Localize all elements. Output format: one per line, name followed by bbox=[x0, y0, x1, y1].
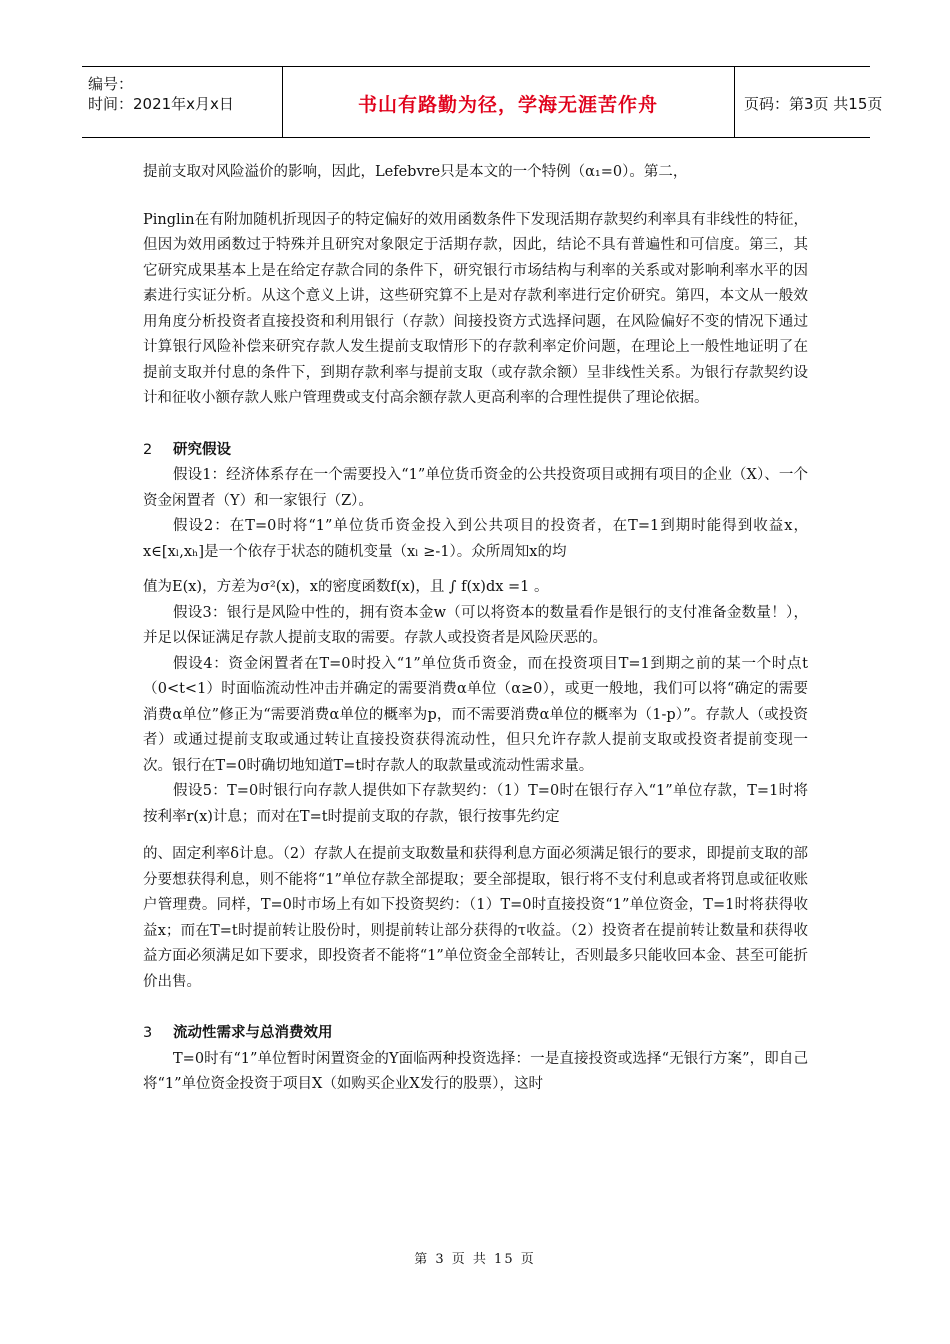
document-body bbox=[143, 160, 808, 1098]
date-label: 时间：2021年x月x日 bbox=[88, 95, 234, 113]
assumption-5-continued: 的、固定利率δ计息。（2）存款人在提前支取数量和获得利息方面必须满足银行的要求，即提前支取的部分要想获得利息，则不能将“1”单位存款全部提取；要全部提取，银行将不支付利息或者将罚息或征收账户管理费。同样，T=0时市场上有如下投资契约：（1）T=0时直接投资“1”单位资金，T=1时将获得收益x；而在T=t时提前转让股份时，则提前转让部分获得的τ收益。（2）投资者在提前转让数量和获得收益方面必须满足如下要求，即投资者不能将“1”单位资金全部转让，否则最多只能收回本金、甚至可能折价出售。 bbox=[143, 846, 808, 990]
page-header bbox=[82, 66, 883, 138]
section-heading-3 bbox=[143, 1021, 808, 1047]
header-meta-cell bbox=[82, 67, 283, 137]
assumption-3: 假设3：银行是风险中性的，拥有资本金w（可以将资本的数量看作是银行的支付准备金数量！），并足以保证满足存款人提前支取的需要。存款人或投资者是风险厌恶的。 bbox=[143, 604, 808, 646]
section-number: 2 bbox=[143, 441, 153, 458]
section-heading-2 bbox=[143, 438, 808, 464]
header-motto-cell bbox=[282, 67, 735, 137]
assumption-4: 假设4：资金闲置者在T=0时投入“1”单位货币资金，而在投资项目T=1到期之前的某一个时点t（0<t<1）时面临流动性冲击并确定的需要消费α单位（α≥0），或更一般地，我们可以将“确定的需要消费α单位”修正为“需要消费α单位的概率为p，而不需要消费α单位的概率为（1-p）”。存款人（或投资者）或通过提前支取或通过转让直接投资获得流动性，但只允许存款人提前支取或投资者提前变现一次。银行在T=0时确切地知道T=t时存款人的取款量或流动性需求量。 bbox=[143, 655, 808, 774]
section-title: 流动性需求与总消费效用 bbox=[173, 1025, 333, 1041]
assumption-2: 假设2：在T=0时将“1”单位货币资金投入到公共项目的投资者，在T=1到期时能得到收益x，x∈[xₗ,xₕ]是一个依存于状态的随机变量（xₗ ≥-1）。众所周知x的均 bbox=[143, 518, 808, 560]
page-footer: 第 3 页 共 15 页 bbox=[414, 1252, 536, 1267]
header-page-cell bbox=[734, 67, 883, 137]
serial-label: 编号： bbox=[88, 75, 134, 93]
section-title: 研究假设 bbox=[173, 441, 231, 458]
assumption-1: 假设1：经济体系存在一个需要投入“1”单位货币资金的公共投资项目或拥有项目的企业（X）、一个资金闲置者（Y）和一家银行（Z）。 bbox=[143, 467, 808, 509]
page-info: 页码：第3页 共15页 bbox=[744, 95, 883, 113]
motto: 书山有路勤为径，学海无涯苦作舟 bbox=[357, 94, 658, 116]
section-3-paragraph: T=0时有“1”单位暂时闲置资金的Y面临两种投资选择：一是直接投资或选择“无银行方案”，即自己将“1”单位资金投资于项目X（如购买企业X发行的股票），这时 bbox=[143, 1050, 808, 1092]
assumption-2-continued: 值为E(x)，方差为σ²(x)，x的密度函数f(x)，且 ∫ f(x)dx =1 。 bbox=[143, 579, 549, 595]
section-number: 3 bbox=[143, 1025, 153, 1041]
assumption-5: 假设5：T=0时银行向存款人提供如下存款契约：（1）T=0时在银行存入“1”单位存款，T=1时将按利率r(x)计息；而对在T=t时提前支取的存款，银行按事先约定 bbox=[143, 783, 808, 825]
paragraph-related-work: Pinglin在有附加随机折现因子的特定偏好的效用函数条件下发现活期存款契约利率具有非线性的特征，但因为效用函数过于特殊并且研究对象限定于活期存款，因此，结论不具有普遍性和可信度。第三，其它研究成果基本上是在给定存款合同的条件下，研究银行市场结构与利率的关系或对影响利率水平的因素进行实证分析。从这个意义上讲，这些研究算不上是对存款利率进行定价研究。第四，本文从一般效用角度分析投资者直接投资和利用银行（存款）间接投资方式选择问题，在风险偏好不变的情况下通过计算银行风险补偿来研究存款人发生提前支取情形下的存款利率定价问题，在理论上一般性地证明了在提前支取并付息的条件下，到期存款利率与提前支取（或存款余额）呈非线性关系。为银行存款契约设计和征收小额存款人账户管理费或支付高余额存款人更高利率的合理性提供了理论依据。 bbox=[143, 211, 808, 406]
paragraph-continuation: 提前支取对风险溢价的影响，因此，Lefebvre只是本文的一个特例（α₁=0）。第二， bbox=[143, 164, 688, 180]
